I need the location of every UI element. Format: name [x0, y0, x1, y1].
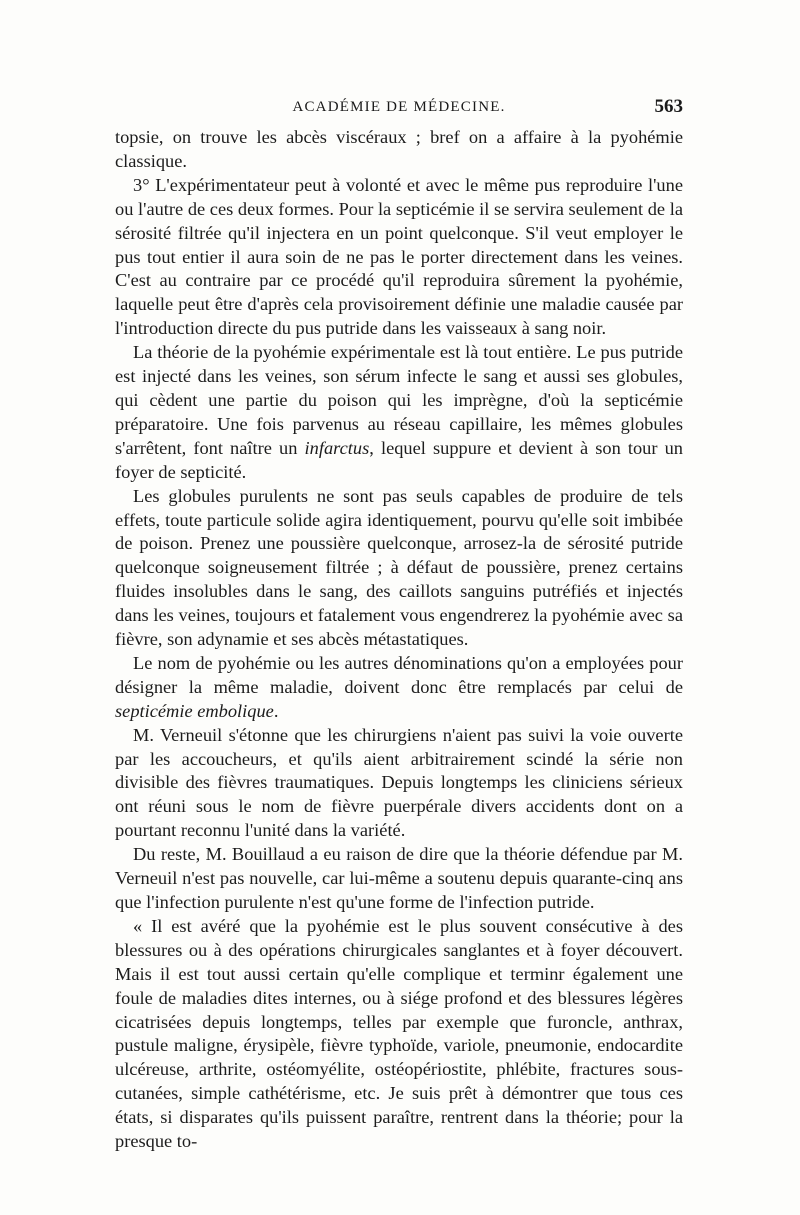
paragraph-text: Le nom de pyohémie ou les autres dénominations qu'on a employées pour désigner la même maladie, doivent donc être remplacés par celui de — [115, 652, 683, 697]
italic-text: infarctus — [304, 437, 370, 458]
paragraph-text: . — [273, 700, 279, 721]
paragraph — [115, 724, 683, 844]
paragraph — [115, 341, 683, 484]
page-number: 563 — [654, 96, 683, 117]
paragraph-text: 3° L'expérimentateur peut à volonté et avec le même pus reproduire l'une ou l'autre de ces deux formes. Pour la septicémie il se servira seulement de la sérosité filtrée qu'il injectera en un point quelconque. S'il veut employer le pus tout entier il aura soin de ne pas le porter directement dans les veines. C'est au contraire par ce procédé qu'il reproduira sûrement la pyohémie, laquelle peut être d'après cela provisoirement définie une maladie causée par l'introduction directe du pus putride dans les vaisseaux à sang noir. — [115, 174, 683, 339]
paragraph-text: La théorie de la pyohémie expérimentale est là tout entière. Le pus putride est injecté dans les veines, son sérum infecte le sang et aussi ses globules, qui cèdent une partie du poison qui les imprègne, d'où la septicémie préparatoire. Une fois parvenus au réseau capillaire, les mêmes globules s'arrêtent, font naître un — [115, 342, 683, 458]
paragraph-text: M. Verneuil s'étonne que les chirurgiens n'aient pas suivi la voie ouverte par les accoucheurs, et qu'ils aient arbitrairement scindé la série non divisible des fièvres traumatiques. Depuis longtemps les cliniciens sérieux ont réuni sous le nom de fièvre puerpérale divers accidents dont on a pourtant reconnu l'unité dans la variété. — [115, 724, 683, 841]
body-text — [115, 126, 683, 1154]
paragraph-text: « Il est avéré que la pyohémie est le plus souvent consécutive à des blessures ou à des opérations chirurgicales sanglantes et à foyer découvert. Mais il est tout aussi certain qu'elle complique et terminr également une foule de maladies dites internes, ou à siége profond et des blessures légères cicatrisées depuis longtemps, telles par exemple que furoncle, anthrax, pustule maligne, érysipèle, fièvre typhoïde, variole, pneumonie, endocardite ulcéreuse, arthrite, ostéomyélite, ostéopériostite, phlébite, fractures sous-cutanées, simple cathétérisme, etc. Je suis prêt à démontrer que tous ces états, si disparates qu'ils puissent paraître, rentrent dans la théorie; pour la presque to- — [115, 915, 683, 1152]
page-header — [115, 96, 683, 126]
paragraph — [115, 485, 683, 652]
italic-text: septicémie embolique — [115, 700, 274, 721]
paragraph-text: Les globules purulents ne sont pas seuls capables de produire de tels effets, toute particule solide agira identiquement, pourvu qu'elle soit imbibée de poison. Prenez une poussière quelconque, arrosez-la de sérosité putride quelconque soigneusement filtrée ; à défaut de poussière, prenez certains fluides insolubles dans le sang, des caillots sanguins putréfiés et injectés dans les veines, toujours et fatalement vous engendrerez la pyohémie avec sa fièvre, son adynamie et ses abcès métastatiques. — [115, 485, 683, 650]
paragraph — [115, 652, 683, 724]
paragraph — [115, 915, 683, 1154]
paragraph — [115, 843, 683, 915]
running-head: ACADÉMIE DE MÉDECINE. — [292, 99, 506, 115]
paragraph — [115, 126, 683, 174]
paragraph — [115, 174, 683, 341]
paragraph-text: Du reste, M. Bouillaud a eu raison de dire que la théorie défendue par M. Verneuil n'est pas nouvelle, car lui-même a soutenu depuis quarante-cinq ans que l'infection purulente n'est qu'une forme de l'infection putride. — [115, 844, 683, 912]
paragraph-text: topsie, on trouve les abcès viscéraux ; bref on a affaire à la pyohémie classique. — [115, 127, 683, 171]
paragraph-text: , lequel suppure et devient à son tour un foyer de septicité. — [115, 437, 683, 482]
